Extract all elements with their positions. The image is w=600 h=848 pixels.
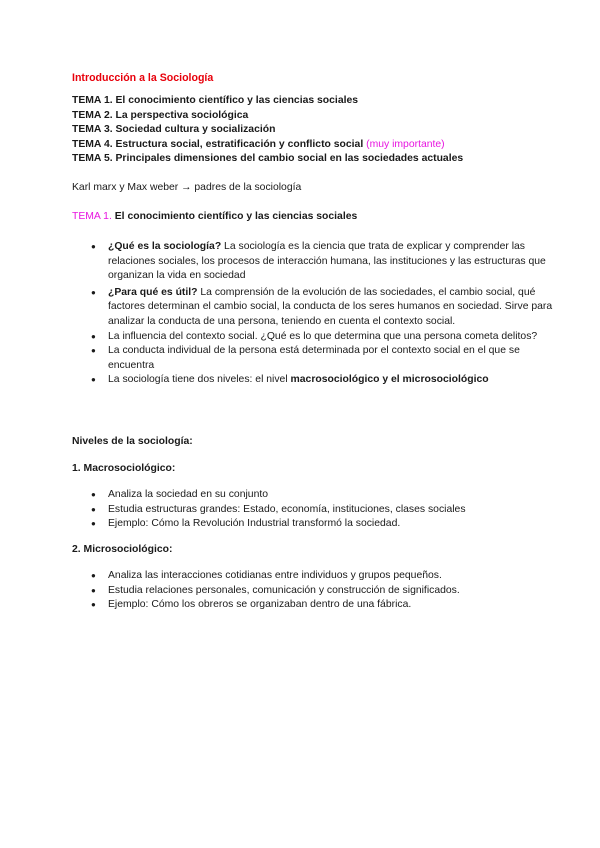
tema-item bbox=[72, 94, 463, 109]
tema1-heading bbox=[72, 210, 357, 225]
list-item bbox=[72, 330, 568, 345]
tema-label: TEMA 3. Sociedad cultura y socialización bbox=[72, 124, 276, 136]
tema-item bbox=[72, 152, 463, 167]
bullet-bold: ¿Para qué es útil? bbox=[108, 286, 198, 298]
tema-label: TEMA 5. Principales dimensiones del cambio social en las sociedades actuales bbox=[72, 153, 464, 165]
list-item: ● Analiza las interacciones cotidianas entre individuos y grupos pequeños. bbox=[72, 569, 568, 584]
bullet-text: La influencia del contexto social. ¿Qué es lo que determina que una persona cometa delitos? bbox=[108, 330, 538, 342]
tema1-prefix: TEMA 1. bbox=[72, 211, 112, 222]
bullet-text: La sociología es la ciencia que trata de explicar y comprender las relaciones sociales, los procesos de interacción humana, las instituciones y las estructuras que organizan la vida en sociedad bbox=[108, 241, 546, 282]
bullet-text: La comprensión de la evolución de las sociedades, el cambio social, qué factores determinan el cambio social, la conducta de los seres humanos en sociedad. Sirve para analizar la conducta de una persona, teniendo en cuenta el contexto social. bbox=[108, 286, 553, 327]
tema1-bullet-list bbox=[72, 240, 568, 388]
list-item: ● Analiza la sociedad en su conjunto bbox=[72, 488, 568, 503]
list-item: ● Estudia relaciones personales, comunicación y construcción de significados. bbox=[72, 584, 568, 599]
document-title: Introducción a la Sociología bbox=[72, 72, 214, 84]
tema-item bbox=[72, 109, 463, 124]
tema-label: TEMA 2. La perspectiva sociológica bbox=[72, 109, 249, 121]
tema-item bbox=[72, 123, 463, 138]
list-item: ● Ejemplo: Cómo la Revolución Industrial transformó la sociedad. bbox=[72, 517, 568, 532]
tema1-text: El conocimiento científico y las ciencias sociales bbox=[114, 211, 358, 222]
temas-list bbox=[72, 94, 463, 167]
bullet-bold: macrosociológico y el microsociológico bbox=[290, 374, 489, 386]
list-item bbox=[72, 286, 568, 330]
tema-item bbox=[72, 138, 463, 153]
list-item bbox=[72, 373, 568, 388]
list-item bbox=[72, 344, 568, 373]
micro-heading: 2. Microsociológico: bbox=[72, 544, 173, 555]
list-item: ● Ejemplo: Cómo los obreros se organizaban dentro de una fábrica. bbox=[72, 598, 568, 613]
tema-label: TEMA 4. Estructura social, estratificación y conflicto social bbox=[72, 138, 364, 150]
importance-note: (muy importante) bbox=[366, 138, 445, 150]
list-item: ● Estudia estructuras grandes: Estado, economía, instituciones, clases sociales bbox=[72, 503, 568, 518]
bullet-text: La conducta individual de la persona está determinada por el contexto social en el que se encuentra bbox=[108, 345, 520, 371]
niveles-heading: Niveles de la sociología: bbox=[72, 436, 193, 447]
macro-heading: 1. Macrosociológico: bbox=[72, 463, 176, 474]
macro-list bbox=[72, 488, 568, 532]
list-item bbox=[72, 240, 568, 284]
fathers-line: Karl marx y Max weber → padres de la sociología bbox=[72, 182, 302, 193]
bullet-bold: ¿Qué es la sociología? bbox=[108, 241, 222, 252]
tema-label: TEMA 1. El conocimiento científico y las ciencias sociales bbox=[72, 95, 359, 106]
micro-list bbox=[72, 569, 568, 613]
bullet-text: La sociología tiene dos niveles: el nivel bbox=[108, 374, 291, 386]
